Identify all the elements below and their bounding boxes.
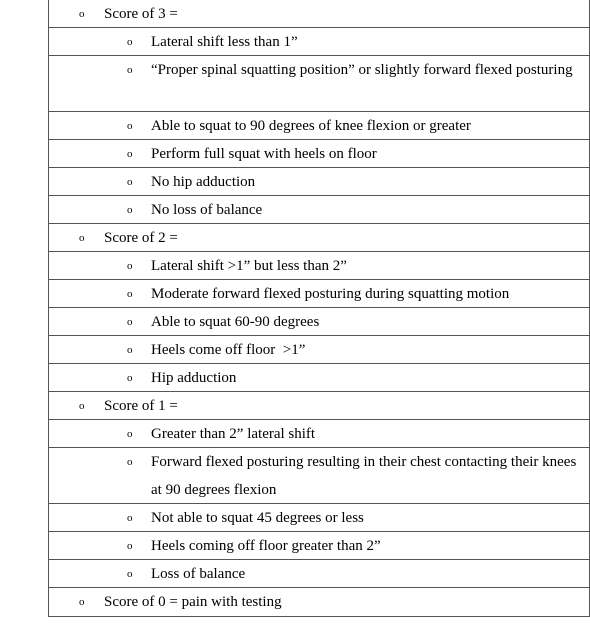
- criterion-row: [49, 280, 589, 308]
- hollow-circle-bullet-icon: o: [127, 260, 133, 272]
- scoring-criteria-table: [48, 0, 590, 617]
- hollow-circle-bullet-icon: o: [79, 232, 85, 244]
- criterion-text: No loss of balance: [151, 202, 263, 218]
- hollow-circle-bullet-icon: o: [79, 400, 85, 412]
- hollow-circle-bullet-icon: o: [127, 204, 133, 216]
- hollow-circle-bullet-icon: o: [79, 8, 85, 20]
- criterion-text: Heels coming off floor greater than 2”: [151, 538, 381, 554]
- hollow-circle-bullet-icon: o: [127, 428, 133, 440]
- criterion-row: [49, 448, 589, 504]
- criterion-row: [49, 168, 589, 196]
- score-3-header: Score of 3 =: [104, 6, 178, 22]
- hollow-circle-bullet-icon: o: [127, 512, 133, 524]
- criterion-text: Loss of balance: [151, 566, 246, 582]
- hollow-circle-bullet-icon: o: [127, 568, 133, 580]
- criterion-text: Hip adduction: [151, 370, 237, 386]
- criterion-text: Greater than 2” lateral shift: [151, 426, 316, 442]
- criterion-text: Able to squat to 90 degrees of knee flexion or greater: [151, 118, 471, 134]
- hollow-circle-bullet-icon: o: [79, 596, 85, 608]
- criterion-row: [49, 364, 589, 392]
- criterion-text: Able to squat 60-90 degrees: [151, 314, 320, 330]
- criterion-text: Perform full squat with heels on floor: [151, 146, 377, 162]
- criterion-text: No hip adduction: [151, 174, 256, 190]
- hollow-circle-bullet-icon: o: [127, 456, 133, 468]
- hollow-circle-bullet-icon: o: [127, 372, 133, 384]
- criterion-text: Lateral shift less than 1”: [151, 34, 298, 50]
- hollow-circle-bullet-icon: o: [127, 64, 133, 76]
- score-2-header: Score of 2 =: [104, 230, 178, 246]
- criterion-row: [49, 56, 589, 112]
- criterion-text: Not able to squat 45 degrees or less: [151, 510, 364, 526]
- criterion-text: “Proper spinal squatting position” or slightly forward flexed posturing: [151, 62, 573, 78]
- criterion-row: [49, 560, 589, 588]
- hollow-circle-bullet-icon: o: [127, 176, 133, 188]
- hollow-circle-bullet-icon: o: [127, 316, 133, 328]
- score-0-header-row: [49, 588, 589, 616]
- criterion-row: [49, 308, 589, 336]
- hollow-circle-bullet-icon: o: [127, 120, 133, 132]
- criterion-row: [49, 28, 589, 56]
- score-1-header-row: [49, 392, 589, 420]
- criterion-row: [49, 196, 589, 224]
- score-2-header-row: [49, 224, 589, 252]
- criterion-row: [49, 336, 589, 364]
- hollow-circle-bullet-icon: o: [127, 344, 133, 356]
- hollow-circle-bullet-icon: o: [127, 288, 133, 300]
- criterion-text: Forward flexed posturing resulting in their chest contacting their knees at 90 degrees flexion: [151, 454, 577, 498]
- hollow-circle-bullet-icon: o: [127, 36, 133, 48]
- criterion-row: [49, 252, 589, 280]
- criterion-row: [49, 504, 589, 532]
- criterion-row: [49, 140, 589, 168]
- hollow-circle-bullet-icon: o: [127, 540, 133, 552]
- hollow-circle-bullet-icon: o: [127, 148, 133, 160]
- score-0-header: Score of 0 = pain with testing: [104, 594, 282, 610]
- criterion-row: [49, 532, 589, 560]
- criterion-row: [49, 420, 589, 448]
- criterion-row: [49, 112, 589, 140]
- criterion-text: Moderate forward flexed posturing during squatting motion: [151, 286, 510, 302]
- score-3-header-row: [49, 0, 589, 28]
- criterion-text: Lateral shift >1” but less than 2”: [151, 258, 347, 274]
- criterion-text: Heels come off floor >1”: [151, 342, 306, 358]
- score-1-header: Score of 1 =: [104, 398, 178, 414]
